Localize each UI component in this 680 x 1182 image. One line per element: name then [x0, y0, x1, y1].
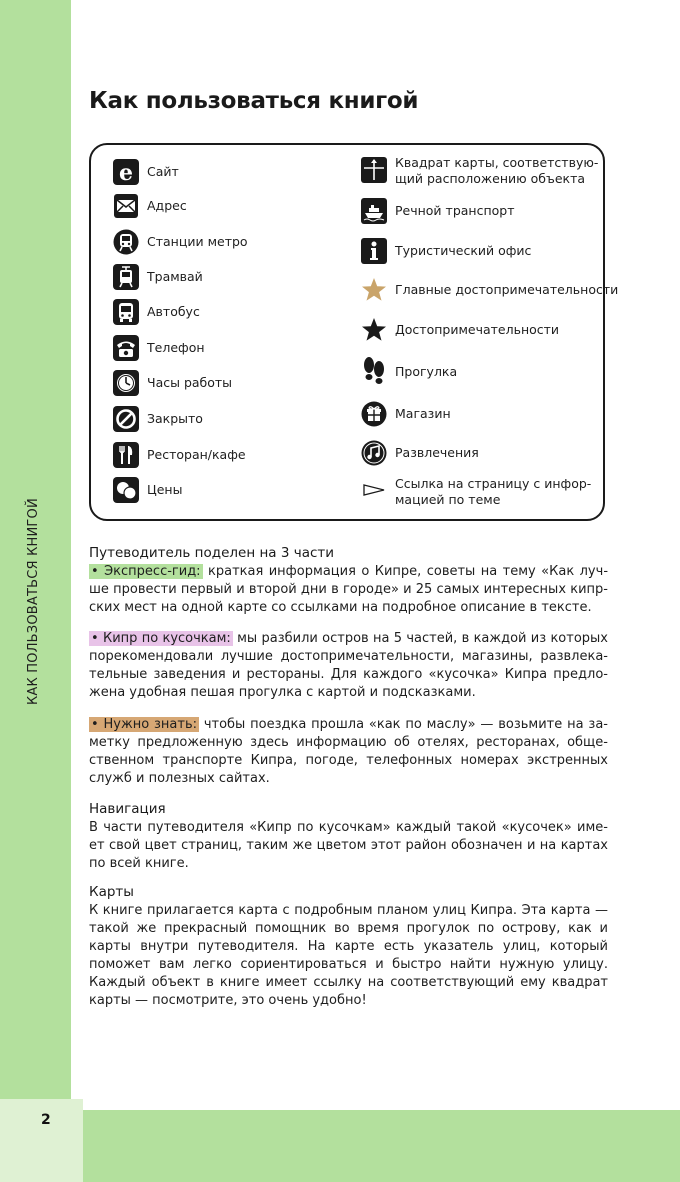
music-icon	[361, 440, 387, 466]
web-icon	[113, 159, 139, 185]
maps-heading: Карты	[89, 884, 134, 900]
page-title: Как пользоваться книгой	[89, 88, 419, 114]
bus-icon	[113, 299, 139, 325]
arrow-link-icon	[361, 477, 387, 503]
navigation-text: В части путеводителя «Кипр по кусочкам» каждый такой «кусочек» имеет свой цвет страниц, таким же цветом этот район обозначен и на картах по всей книге.	[89, 820, 608, 871]
info-icon	[361, 238, 387, 264]
legend-item-map-square: Квадрат карты, соответствую- щий расположению объекта	[361, 157, 598, 187]
legend-item-restaurant: Ресторан/кафе	[113, 442, 246, 468]
legend-item-sights: Достопримечательности	[361, 317, 559, 343]
intro-heading: Путеводитель поделен на 3 части	[89, 545, 335, 561]
footprints-icon	[361, 359, 387, 385]
gold-star-icon	[361, 277, 387, 303]
clock-icon	[113, 370, 139, 396]
gift-icon	[361, 401, 387, 427]
legend-item-shop: Магазин	[361, 401, 451, 427]
closed-icon	[113, 406, 139, 432]
section-need-to-know	[89, 716, 608, 788]
section-express	[89, 563, 608, 617]
section-tag-pieces: • Кипр по кусочкам:	[91, 631, 231, 646]
legend-item-metro: Станции метро	[113, 229, 248, 255]
section-text-pieces: мы разбили остров на 5 частей, в каждой из которых порекомендовали лучшие достопримечательности, магазины, развлекательные заведения и рестораны. Для каждого «кусочка» Кипра предложена удобная пешая прогулка с картой и подсказками.	[89, 631, 609, 700]
metro-icon	[113, 229, 139, 255]
legend-box	[89, 143, 619, 521]
bottom-band	[83, 1110, 680, 1182]
telephone-icon	[113, 335, 139, 361]
coins-icon	[113, 477, 139, 503]
page-number: 2	[41, 1112, 51, 1128]
black-star-icon	[361, 317, 387, 343]
legend-item-prices: Цены	[113, 477, 182, 503]
legend-item-entertainment: Развлечения	[361, 440, 479, 466]
legend-item-river-transport: Речной транспорт	[361, 198, 515, 224]
svg-text:e: e	[119, 160, 133, 185]
legend-item-main-sights: Главные достопримечательности	[361, 277, 618, 303]
maps-text: К книге прилагается карта с подробным планом улиц Кипра. Эта карта — такой же прекрасный помощник во время прогулок по острову, как и карты внутри путеводителя. На карте есть указатель улиц, который поможет вам легко сориентироваться и быстро найти нужную улицу. Каждый объект в книге имеет ссылку на соответствующий ему квадрат карты — посмотрите, это очень удобно!	[89, 903, 608, 1008]
legend-item-phone: Телефон	[113, 335, 205, 361]
ship-icon	[361, 198, 387, 224]
legend-item-bus: Автобус	[113, 299, 200, 325]
legend-item-page-link: Ссылка на страницу с инфор- мацией по теме	[361, 477, 591, 508]
section-text-need-to-know: чтобы поездка прошла «как по маслу» — возьмите на заметку предложенную здесь информацию об отелях, ресторанах, общественном транспорте Кипра, погоде, телефонных номерах экстренных служб и полезных сайтах.	[89, 717, 608, 786]
legend-item-web: e Сайт	[113, 159, 179, 185]
legend-item-closed: Закрыто	[113, 406, 203, 432]
envelope-icon	[113, 193, 139, 219]
legend-item-address: Адрес	[113, 193, 187, 219]
navigation-heading: Навигация	[89, 801, 166, 817]
section-tag-express: • Экспресс-гид:	[91, 564, 201, 579]
section-tag-need-to-know: • Нужно знать:	[91, 717, 197, 732]
legend-item-hours: Часы работы	[113, 370, 232, 396]
section-pieces	[89, 630, 608, 702]
legend-item-tram: Трамвай	[113, 264, 203, 290]
tram-icon	[113, 264, 139, 290]
section-text-express: краткая информация о Кипре, советы на тему «Как лучше провести первый и второй дни в городе» и 25 самых интересных кипрских мест на одной карте со ссылками на подробное описание в тексте.	[89, 564, 609, 615]
legend-item-tourist-office: Туристический офис	[361, 238, 531, 264]
restaurant-icon	[113, 442, 139, 468]
legend-item-walk: Прогулка	[361, 359, 457, 385]
map-square-icon	[361, 157, 387, 183]
